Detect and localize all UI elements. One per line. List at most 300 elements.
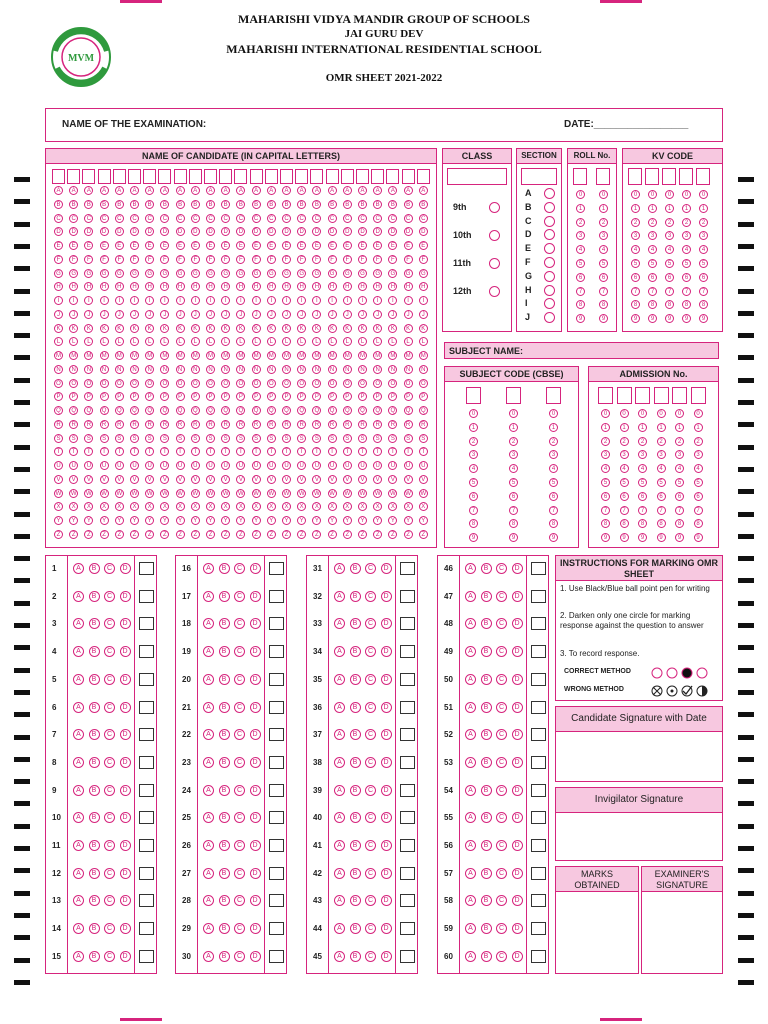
name-bubble-G[interactable]: G <box>206 269 215 278</box>
answer-check-box[interactable] <box>269 673 284 686</box>
name-bubble-K[interactable]: K <box>176 324 185 333</box>
subject-code-bubble[interactable]: 0 <box>509 409 518 418</box>
roll-write-box[interactable] <box>596 168 610 185</box>
name-bubble-D[interactable]: D <box>236 227 245 236</box>
kv-digit-bubble[interactable]: 7 <box>665 287 674 296</box>
class-option-bubble[interactable] <box>489 258 500 269</box>
name-letter-box[interactable] <box>265 169 278 184</box>
name-bubble-J[interactable]: J <box>130 310 139 319</box>
answer-bubble-C[interactable]: C <box>365 591 376 602</box>
name-bubble-S[interactable]: S <box>297 434 306 443</box>
answer-bubble-B[interactable]: B <box>350 702 361 713</box>
admission-write-box[interactable] <box>598 387 613 404</box>
answer-bubble-D[interactable]: D <box>512 646 523 657</box>
name-bubble-V[interactable]: V <box>84 475 93 484</box>
name-bubble-V[interactable]: V <box>221 475 230 484</box>
name-bubble-O[interactable]: O <box>419 379 428 388</box>
answer-check-box[interactable] <box>269 839 284 852</box>
kv-digit-bubble[interactable]: 2 <box>665 218 674 227</box>
name-bubble-D[interactable]: D <box>130 227 139 236</box>
admission-digit-bubble[interactable]: 1 <box>620 423 629 432</box>
admission-digit-bubble[interactable]: 3 <box>694 450 703 459</box>
name-bubble-P[interactable]: P <box>282 392 291 401</box>
name-bubble-Y[interactable]: Y <box>388 516 397 525</box>
kv-digit-bubble[interactable]: 9 <box>682 314 691 323</box>
name-bubble-M[interactable]: M <box>253 353 259 359</box>
name-bubble-A[interactable]: A <box>252 186 261 195</box>
name-bubble-S[interactable]: S <box>312 434 321 443</box>
name-bubble-I[interactable]: I <box>419 296 428 305</box>
name-bubble-O[interactable]: O <box>297 379 306 388</box>
answer-bubble-A[interactable]: A <box>73 951 84 962</box>
answer-bubble-A[interactable]: A <box>203 757 214 768</box>
class-option-bubble[interactable] <box>489 286 500 297</box>
answer-bubble-D[interactable]: D <box>512 674 523 685</box>
answer-bubble-A[interactable]: A <box>334 923 345 934</box>
answer-bubble-A[interactable]: A <box>334 951 345 962</box>
admission-digit-bubble[interactable]: 3 <box>675 450 684 459</box>
answer-bubble-C[interactable]: C <box>365 757 376 768</box>
name-bubble-Y[interactable]: Y <box>419 516 428 525</box>
name-bubble-D[interactable]: D <box>267 227 276 236</box>
name-bubble-Y[interactable]: Y <box>373 516 382 525</box>
name-bubble-K[interactable]: K <box>252 324 261 333</box>
name-bubble-H[interactable]: H <box>115 282 124 291</box>
answer-bubble-C[interactable]: C <box>104 729 115 740</box>
name-bubble-I[interactable]: I <box>84 296 93 305</box>
answer-check-box[interactable] <box>400 867 415 880</box>
answer-bubble-D[interactable]: D <box>381 895 392 906</box>
name-bubble-S[interactable]: S <box>328 434 337 443</box>
answer-check-box[interactable] <box>531 839 546 852</box>
admission-digit-bubble[interactable]: 7 <box>694 506 703 515</box>
name-bubble-F[interactable]: F <box>130 255 139 264</box>
kv-digit-bubble[interactable]: 5 <box>682 259 691 268</box>
name-bubble-T[interactable]: T <box>54 447 63 456</box>
name-bubble-X[interactable]: X <box>206 502 215 511</box>
subject-code-bubble[interactable]: 9 <box>549 533 558 542</box>
admission-digit-bubble[interactable]: 5 <box>620 478 629 487</box>
name-bubble-G[interactable]: G <box>388 269 397 278</box>
name-bubble-O[interactable]: O <box>388 379 397 388</box>
name-bubble-D[interactable]: D <box>84 227 93 236</box>
name-bubble-I[interactable]: I <box>130 296 139 305</box>
name-bubble-S[interactable]: S <box>252 434 261 443</box>
name-bubble-A[interactable]: A <box>404 186 413 195</box>
name-bubble-L[interactable]: L <box>312 337 321 346</box>
name-bubble-P[interactable]: P <box>115 392 124 401</box>
answer-bubble-D[interactable]: D <box>120 812 131 823</box>
name-bubble-Z[interactable]: Z <box>176 530 185 539</box>
name-bubble-T[interactable]: T <box>252 447 261 456</box>
answer-check-box[interactable] <box>531 728 546 741</box>
name-bubble-A[interactable]: A <box>160 186 169 195</box>
name-bubble-D[interactable]: D <box>358 227 367 236</box>
name-bubble-M[interactable]: M <box>238 353 244 359</box>
name-bubble-E[interactable]: E <box>191 241 200 250</box>
kv-digit-bubble[interactable]: 3 <box>699 231 708 240</box>
kv-digit-bubble[interactable]: 0 <box>648 190 657 199</box>
name-bubble-Q[interactable]: Q <box>297 406 306 415</box>
admission-digit-bubble[interactable]: 2 <box>638 437 647 446</box>
name-bubble-U[interactable]: U <box>236 461 245 470</box>
name-bubble-V[interactable]: V <box>176 475 185 484</box>
subject-code-bubble[interactable]: 7 <box>469 506 478 515</box>
name-bubble-R[interactable]: R <box>69 420 78 429</box>
name-bubble-R[interactable]: R <box>191 420 200 429</box>
answer-bubble-C[interactable]: C <box>104 840 115 851</box>
answer-bubble-A[interactable]: A <box>73 812 84 823</box>
name-bubble-E[interactable]: E <box>221 241 230 250</box>
admission-digit-bubble[interactable]: 0 <box>657 409 666 418</box>
name-bubble-K[interactable]: K <box>343 324 352 333</box>
name-bubble-Y[interactable]: Y <box>358 516 367 525</box>
name-letter-box[interactable] <box>174 169 187 184</box>
name-bubble-B[interactable]: B <box>115 200 124 209</box>
answer-check-box[interactable] <box>139 617 154 630</box>
name-bubble-A[interactable]: A <box>282 186 291 195</box>
section-option-bubble[interactable] <box>544 298 555 309</box>
name-letter-box[interactable] <box>189 169 202 184</box>
name-bubble-E[interactable]: E <box>206 241 215 250</box>
answer-bubble-A[interactable]: A <box>73 868 84 879</box>
name-bubble-J[interactable]: J <box>373 310 382 319</box>
name-letter-box[interactable] <box>341 169 354 184</box>
name-letter-box[interactable] <box>82 169 95 184</box>
answer-bubble-D[interactable]: D <box>381 674 392 685</box>
admission-digit-bubble[interactable]: 4 <box>675 464 684 473</box>
roll-digit-bubble[interactable]: 9 <box>576 314 585 323</box>
answer-bubble-B[interactable]: B <box>219 923 230 934</box>
name-bubble-D[interactable]: D <box>373 227 382 236</box>
name-bubble-R[interactable]: R <box>358 420 367 429</box>
answer-bubble-A[interactable]: A <box>465 563 476 574</box>
answer-check-box[interactable] <box>400 894 415 907</box>
kv-digit-bubble[interactable]: 6 <box>631 273 640 282</box>
answer-bubble-B[interactable]: B <box>89 563 100 574</box>
name-bubble-U[interactable]: U <box>145 461 154 470</box>
name-bubble-S[interactable]: S <box>69 434 78 443</box>
kv-digit-bubble[interactable]: 6 <box>665 273 674 282</box>
name-bubble-P[interactable]: P <box>84 392 93 401</box>
kv-digit-bubble[interactable]: 3 <box>631 231 640 240</box>
name-bubble-J[interactable]: J <box>115 310 124 319</box>
name-bubble-E[interactable]: E <box>176 241 185 250</box>
name-bubble-V[interactable]: V <box>115 475 124 484</box>
name-bubble-S[interactable]: S <box>419 434 428 443</box>
answer-bubble-B[interactable]: B <box>350 563 361 574</box>
admission-digit-bubble[interactable]: 6 <box>601 492 610 501</box>
answer-bubble-B[interactable]: B <box>219 812 230 823</box>
name-bubble-L[interactable]: L <box>236 337 245 346</box>
name-bubble-D[interactable]: D <box>100 227 109 236</box>
name-bubble-R[interactable]: R <box>297 420 306 429</box>
roll-digit-bubble[interactable]: 5 <box>576 259 585 268</box>
subject-code-bubble[interactable]: 1 <box>549 423 558 432</box>
name-bubble-X[interactable]: X <box>312 502 321 511</box>
answer-bubble-A[interactable]: A <box>203 785 214 796</box>
name-bubble-K[interactable]: K <box>145 324 154 333</box>
name-bubble-N[interactable]: N <box>84 365 93 374</box>
answer-bubble-A[interactable]: A <box>465 729 476 740</box>
name-bubble-O[interactable]: O <box>160 379 169 388</box>
name-bubble-C[interactable]: C <box>252 214 261 223</box>
name-bubble-N[interactable]: N <box>312 365 321 374</box>
admission-digit-bubble[interactable]: 6 <box>657 492 666 501</box>
kv-digit-bubble[interactable]: 7 <box>631 287 640 296</box>
answer-bubble-B[interactable]: B <box>89 618 100 629</box>
name-bubble-R[interactable]: R <box>282 420 291 429</box>
name-bubble-K[interactable]: K <box>388 324 397 333</box>
name-bubble-O[interactable]: O <box>221 379 230 388</box>
name-bubble-O[interactable]: O <box>54 379 63 388</box>
name-bubble-O[interactable]: O <box>267 379 276 388</box>
answer-bubble-A[interactable]: A <box>73 591 84 602</box>
answer-check-box[interactable] <box>139 811 154 824</box>
answer-bubble-A[interactable]: A <box>203 563 214 574</box>
roll-digit-bubble[interactable]: 8 <box>599 300 608 309</box>
name-bubble-X[interactable]: X <box>84 502 93 511</box>
name-bubble-U[interactable]: U <box>160 461 169 470</box>
name-bubble-P[interactable]: P <box>236 392 245 401</box>
answer-bubble-D[interactable]: D <box>250 674 261 685</box>
name-bubble-H[interactable]: H <box>282 282 291 291</box>
name-bubble-F[interactable]: F <box>145 255 154 264</box>
admission-digit-bubble[interactable]: 9 <box>638 533 647 542</box>
answer-bubble-B[interactable]: B <box>481 729 492 740</box>
answer-bubble-A[interactable]: A <box>465 618 476 629</box>
name-bubble-U[interactable]: U <box>404 461 413 470</box>
name-bubble-F[interactable]: F <box>419 255 428 264</box>
name-bubble-C[interactable]: C <box>176 214 185 223</box>
name-bubble-A[interactable]: A <box>206 186 215 195</box>
name-bubble-E[interactable]: E <box>358 241 367 250</box>
name-bubble-R[interactable]: R <box>145 420 154 429</box>
admission-digit-bubble[interactable]: 4 <box>601 464 610 473</box>
name-bubble-Y[interactable]: Y <box>343 516 352 525</box>
name-bubble-W[interactable]: W <box>374 490 381 497</box>
name-bubble-J[interactable]: J <box>252 310 261 319</box>
answer-bubble-B[interactable]: B <box>481 563 492 574</box>
admission-digit-bubble[interactable]: 4 <box>638 464 647 473</box>
name-bubble-H[interactable]: H <box>236 282 245 291</box>
name-bubble-A[interactable]: A <box>176 186 185 195</box>
answer-bubble-B[interactable]: B <box>219 785 230 796</box>
name-bubble-J[interactable]: J <box>69 310 78 319</box>
name-bubble-C[interactable]: C <box>312 214 321 223</box>
name-bubble-A[interactable]: A <box>267 186 276 195</box>
name-bubble-O[interactable]: O <box>236 379 245 388</box>
name-bubble-O[interactable]: O <box>84 379 93 388</box>
name-bubble-H[interactable]: H <box>373 282 382 291</box>
name-bubble-D[interactable]: D <box>404 227 413 236</box>
name-bubble-I[interactable]: I <box>221 296 230 305</box>
name-bubble-A[interactable]: A <box>373 186 382 195</box>
admission-write-box[interactable] <box>654 387 669 404</box>
name-bubble-M[interactable]: M <box>71 353 77 359</box>
name-bubble-M[interactable]: M <box>56 353 61 359</box>
name-bubble-U[interactable]: U <box>176 461 185 470</box>
name-bubble-R[interactable]: R <box>176 420 185 429</box>
answer-bubble-C[interactable]: C <box>234 895 245 906</box>
name-bubble-J[interactable]: J <box>388 310 397 319</box>
section-option-bubble[interactable] <box>544 257 555 268</box>
name-bubble-D[interactable]: D <box>54 227 63 236</box>
name-bubble-P[interactable]: P <box>404 392 413 401</box>
answer-bubble-D[interactable]: D <box>250 951 261 962</box>
subject-code-bubble[interactable]: 3 <box>509 450 518 459</box>
name-bubble-D[interactable]: D <box>343 227 352 236</box>
name-bubble-X[interactable]: X <box>267 502 276 511</box>
name-bubble-L[interactable]: L <box>282 337 291 346</box>
answer-bubble-A[interactable]: A <box>465 591 476 602</box>
admission-digit-bubble[interactable]: 0 <box>694 409 703 418</box>
name-bubble-C[interactable]: C <box>206 214 215 223</box>
name-bubble-J[interactable]: J <box>221 310 230 319</box>
name-bubble-Q[interactable]: Q <box>388 406 397 415</box>
name-bubble-D[interactable]: D <box>388 227 397 236</box>
answer-bubble-D[interactable]: D <box>250 923 261 934</box>
answer-check-box[interactable] <box>269 590 284 603</box>
name-bubble-V[interactable]: V <box>404 475 413 484</box>
kv-digit-bubble[interactable]: 8 <box>631 300 640 309</box>
name-bubble-Y[interactable]: Y <box>252 516 261 525</box>
answer-bubble-D[interactable]: D <box>381 729 392 740</box>
name-bubble-P[interactable]: P <box>343 392 352 401</box>
name-bubble-R[interactable]: R <box>404 420 413 429</box>
answer-check-box[interactable] <box>531 645 546 658</box>
answer-bubble-D[interactable]: D <box>381 923 392 934</box>
kv-digit-bubble[interactable]: 5 <box>665 259 674 268</box>
name-bubble-Z[interactable]: Z <box>236 530 245 539</box>
answer-bubble-D[interactable]: D <box>512 729 523 740</box>
name-bubble-V[interactable]: V <box>267 475 276 484</box>
kv-digit-bubble[interactable]: 1 <box>648 204 657 213</box>
name-bubble-Q[interactable]: Q <box>115 406 124 415</box>
subject-code-bubble[interactable]: 0 <box>549 409 558 418</box>
answer-check-box[interactable] <box>139 701 154 714</box>
name-bubble-N[interactable]: N <box>373 365 382 374</box>
name-bubble-S[interactable]: S <box>373 434 382 443</box>
answer-bubble-A[interactable]: A <box>334 757 345 768</box>
name-bubble-Z[interactable]: Z <box>84 530 93 539</box>
name-bubble-F[interactable]: F <box>252 255 261 264</box>
admission-digit-bubble[interactable]: 1 <box>694 423 703 432</box>
name-bubble-Z[interactable]: Z <box>252 530 261 539</box>
subject-code-bubble[interactable]: 6 <box>509 492 518 501</box>
roll-write-box[interactable] <box>573 168 587 185</box>
answer-bubble-C[interactable]: C <box>365 674 376 685</box>
name-bubble-X[interactable]: X <box>54 502 63 511</box>
answer-bubble-B[interactable]: B <box>350 840 361 851</box>
invigilator-signature-box[interactable] <box>555 787 723 861</box>
kv-digit-bubble[interactable]: 5 <box>648 259 657 268</box>
name-bubble-U[interactable]: U <box>100 461 109 470</box>
name-bubble-U[interactable]: U <box>419 461 428 470</box>
answer-bubble-C[interactable]: C <box>496 895 507 906</box>
name-bubble-Q[interactable]: Q <box>312 406 321 415</box>
name-bubble-X[interactable]: X <box>404 502 413 511</box>
name-bubble-J[interactable]: J <box>312 310 321 319</box>
answer-bubble-B[interactable]: B <box>89 785 100 796</box>
subject-code-bubble[interactable]: 9 <box>469 533 478 542</box>
kv-write-box[interactable] <box>696 168 710 185</box>
name-bubble-E[interactable]: E <box>84 241 93 250</box>
answer-bubble-D[interactable]: D <box>512 591 523 602</box>
name-letter-box[interactable] <box>280 169 293 184</box>
name-bubble-Q[interactable]: Q <box>176 406 185 415</box>
answer-bubble-C[interactable]: C <box>234 812 245 823</box>
answer-bubble-D[interactable]: D <box>120 702 131 713</box>
name-bubble-G[interactable]: G <box>160 269 169 278</box>
name-bubble-R[interactable]: R <box>343 420 352 429</box>
name-bubble-L[interactable]: L <box>100 337 109 346</box>
kv-digit-bubble[interactable]: 8 <box>665 300 674 309</box>
answer-bubble-A[interactable]: A <box>73 840 84 851</box>
name-bubble-R[interactable]: R <box>388 420 397 429</box>
name-bubble-B[interactable]: B <box>282 200 291 209</box>
name-letter-box[interactable] <box>113 169 126 184</box>
answer-check-box[interactable] <box>400 839 415 852</box>
name-bubble-H[interactable]: H <box>176 282 185 291</box>
name-bubble-G[interactable]: G <box>419 269 428 278</box>
kv-digit-bubble[interactable]: 1 <box>699 204 708 213</box>
name-letter-box[interactable] <box>67 169 80 184</box>
name-bubble-L[interactable]: L <box>191 337 200 346</box>
name-bubble-B[interactable]: B <box>312 200 321 209</box>
name-bubble-A[interactable]: A <box>54 186 63 195</box>
admission-digit-bubble[interactable]: 3 <box>601 450 610 459</box>
name-bubble-R[interactable]: R <box>419 420 428 429</box>
name-bubble-C[interactable]: C <box>267 214 276 223</box>
admission-digit-bubble[interactable]: 8 <box>638 519 647 528</box>
name-bubble-K[interactable]: K <box>84 324 93 333</box>
name-bubble-N[interactable]: N <box>267 365 276 374</box>
name-bubble-E[interactable]: E <box>282 241 291 250</box>
name-bubble-L[interactable]: L <box>388 337 397 346</box>
name-bubble-Q[interactable]: Q <box>419 406 428 415</box>
name-bubble-C[interactable]: C <box>358 214 367 223</box>
answer-check-box[interactable] <box>139 562 154 575</box>
name-bubble-I[interactable]: I <box>54 296 63 305</box>
name-bubble-U[interactable]: U <box>130 461 139 470</box>
name-bubble-I[interactable]: I <box>404 296 413 305</box>
name-bubble-J[interactable]: J <box>84 310 93 319</box>
answer-bubble-D[interactable]: D <box>120 729 131 740</box>
kv-digit-bubble[interactable]: 6 <box>699 273 708 282</box>
admission-digit-bubble[interactable]: 1 <box>675 423 684 432</box>
name-bubble-P[interactable]: P <box>297 392 306 401</box>
answer-check-box[interactable] <box>531 617 546 630</box>
name-bubble-E[interactable]: E <box>54 241 63 250</box>
kv-write-box[interactable] <box>628 168 642 185</box>
name-bubble-Q[interactable]: Q <box>100 406 109 415</box>
name-bubble-D[interactable]: D <box>328 227 337 236</box>
name-bubble-M[interactable]: M <box>177 353 183 359</box>
name-bubble-I[interactable]: I <box>69 296 78 305</box>
name-bubble-S[interactable]: S <box>236 434 245 443</box>
kv-digit-bubble[interactable]: 4 <box>699 245 708 254</box>
name-bubble-T[interactable]: T <box>69 447 78 456</box>
name-bubble-Q[interactable]: Q <box>206 406 215 415</box>
answer-check-box[interactable] <box>269 728 284 741</box>
name-bubble-R[interactable]: R <box>160 420 169 429</box>
answer-bubble-C[interactable]: C <box>234 646 245 657</box>
answer-bubble-D[interactable]: D <box>381 951 392 962</box>
name-bubble-O[interactable]: O <box>100 379 109 388</box>
name-bubble-C[interactable]: C <box>84 214 93 223</box>
name-bubble-F[interactable]: F <box>236 255 245 264</box>
